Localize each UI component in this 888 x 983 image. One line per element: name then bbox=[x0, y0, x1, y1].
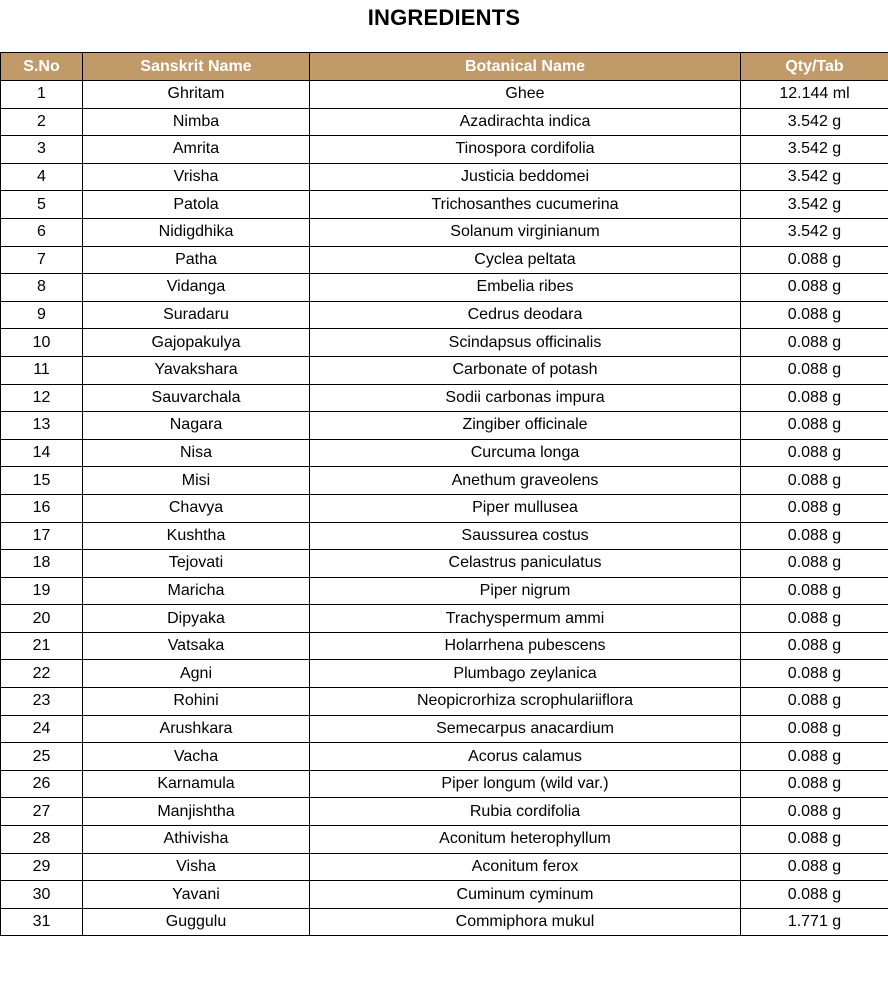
cell-botanical-name: Saussurea costus bbox=[310, 522, 741, 550]
cell-botanical-name: Ghee bbox=[310, 81, 741, 109]
cell-botanical-name: Trichosanthes cucumerina bbox=[310, 191, 741, 219]
cell-botanical-name: Piper longum (wild var.) bbox=[310, 770, 741, 798]
table-body bbox=[1, 81, 888, 936]
cell-sanskrit-name: Visha bbox=[83, 853, 310, 881]
table-row bbox=[1, 329, 888, 357]
cell-qty-per-tab: 0.088 g bbox=[741, 467, 888, 495]
cell-sno: 1 bbox=[1, 81, 83, 109]
cell-qty-per-tab: 0.088 g bbox=[741, 632, 888, 660]
cell-botanical-name: Tinospora cordifolia bbox=[310, 136, 741, 164]
cell-botanical-name: Neopicrorhiza scrophulariiflora bbox=[310, 688, 741, 716]
table-header bbox=[1, 53, 888, 81]
cell-sno: 10 bbox=[1, 329, 83, 357]
cell-sanskrit-name: Patola bbox=[83, 191, 310, 219]
cell-sanskrit-name: Maricha bbox=[83, 577, 310, 605]
cell-botanical-name: Trachyspermum ammi bbox=[310, 605, 741, 633]
cell-qty-per-tab: 0.088 g bbox=[741, 494, 888, 522]
table-row bbox=[1, 467, 888, 495]
cell-qty-per-tab: 0.088 g bbox=[741, 301, 888, 329]
table-row bbox=[1, 81, 888, 109]
table-row bbox=[1, 550, 888, 578]
cell-sno: 18 bbox=[1, 550, 83, 578]
cell-sno: 6 bbox=[1, 218, 83, 246]
cell-sno: 26 bbox=[1, 770, 83, 798]
cell-sanskrit-name: Tejovati bbox=[83, 550, 310, 578]
cell-sno: 25 bbox=[1, 743, 83, 771]
cell-botanical-name: Cedrus deodara bbox=[310, 301, 741, 329]
table-row bbox=[1, 632, 888, 660]
cell-sno: 5 bbox=[1, 191, 83, 219]
cell-sno: 27 bbox=[1, 798, 83, 826]
cell-sanskrit-name: Suradaru bbox=[83, 301, 310, 329]
cell-botanical-name: Scindapsus officinalis bbox=[310, 329, 741, 357]
cell-botanical-name: Piper mullusea bbox=[310, 494, 741, 522]
cell-sno: 20 bbox=[1, 605, 83, 633]
cell-qty-per-tab: 0.088 g bbox=[741, 439, 888, 467]
cell-qty-per-tab: 0.088 g bbox=[741, 743, 888, 771]
table-row bbox=[1, 881, 888, 909]
cell-botanical-name: Zingiber officinale bbox=[310, 412, 741, 440]
cell-sanskrit-name: Ghritam bbox=[83, 81, 310, 109]
cell-botanical-name: Semecarpus anacardium bbox=[310, 715, 741, 743]
table-row bbox=[1, 246, 888, 274]
cell-botanical-name: Celastrus paniculatus bbox=[310, 550, 741, 578]
cell-qty-per-tab: 3.542 g bbox=[741, 108, 888, 136]
table-row bbox=[1, 439, 888, 467]
cell-sno: 15 bbox=[1, 467, 83, 495]
cell-sno: 14 bbox=[1, 439, 83, 467]
cell-botanical-name: Piper nigrum bbox=[310, 577, 741, 605]
cell-qty-per-tab: 0.088 g bbox=[741, 274, 888, 302]
table-row bbox=[1, 356, 888, 384]
cell-qty-per-tab: 0.088 g bbox=[741, 660, 888, 688]
cell-botanical-name: Sodii carbonas impura bbox=[310, 384, 741, 412]
cell-sno: 12 bbox=[1, 384, 83, 412]
cell-botanical-name: Cuminum cyminum bbox=[310, 881, 741, 909]
cell-sanskrit-name: Yavani bbox=[83, 881, 310, 909]
cell-sanskrit-name: Dipyaka bbox=[83, 605, 310, 633]
table-row bbox=[1, 688, 888, 716]
cell-sanskrit-name: Yavakshara bbox=[83, 356, 310, 384]
cell-qty-per-tab: 3.542 g bbox=[741, 136, 888, 164]
cell-botanical-name: Acorus calamus bbox=[310, 743, 741, 771]
column-header-botanical-name: Botanical Name bbox=[310, 53, 741, 81]
cell-sanskrit-name: Amrita bbox=[83, 136, 310, 164]
cell-sanskrit-name: Arushkara bbox=[83, 715, 310, 743]
table-row bbox=[1, 577, 888, 605]
table-row bbox=[1, 163, 888, 191]
table-header-row bbox=[1, 53, 888, 81]
column-header-sanskrit-name: Sanskrit Name bbox=[83, 53, 310, 81]
cell-qty-per-tab: 0.088 g bbox=[741, 412, 888, 440]
cell-qty-per-tab: 0.088 g bbox=[741, 356, 888, 384]
cell-botanical-name: Aconitum ferox bbox=[310, 853, 741, 881]
cell-sanskrit-name: Vidanga bbox=[83, 274, 310, 302]
cell-sno: 9 bbox=[1, 301, 83, 329]
cell-sno: 24 bbox=[1, 715, 83, 743]
cell-qty-per-tab: 0.088 g bbox=[741, 577, 888, 605]
cell-sno: 13 bbox=[1, 412, 83, 440]
cell-sno: 4 bbox=[1, 163, 83, 191]
cell-sanskrit-name: Nisa bbox=[83, 439, 310, 467]
cell-sanskrit-name: Chavya bbox=[83, 494, 310, 522]
cell-qty-per-tab: 0.088 g bbox=[741, 384, 888, 412]
table-row bbox=[1, 494, 888, 522]
table-row bbox=[1, 218, 888, 246]
cell-sno: 17 bbox=[1, 522, 83, 550]
cell-sanskrit-name: Gajopakulya bbox=[83, 329, 310, 357]
cell-sanskrit-name: Nagara bbox=[83, 412, 310, 440]
table-row bbox=[1, 274, 888, 302]
cell-sno: 7 bbox=[1, 246, 83, 274]
cell-sno: 21 bbox=[1, 632, 83, 660]
cell-sanskrit-name: Vacha bbox=[83, 743, 310, 771]
cell-sno: 30 bbox=[1, 881, 83, 909]
ingredients-table bbox=[0, 52, 888, 936]
cell-botanical-name: Cyclea peltata bbox=[310, 246, 741, 274]
cell-botanical-name: Commiphora mukul bbox=[310, 908, 741, 936]
cell-qty-per-tab: 0.088 g bbox=[741, 550, 888, 578]
cell-sno: 31 bbox=[1, 908, 83, 936]
cell-botanical-name: Holarrhena pubescens bbox=[310, 632, 741, 660]
cell-sanskrit-name: Vatsaka bbox=[83, 632, 310, 660]
cell-qty-per-tab: 0.088 g bbox=[741, 715, 888, 743]
table-row bbox=[1, 798, 888, 826]
table-row bbox=[1, 108, 888, 136]
cell-qty-per-tab: 0.088 g bbox=[741, 798, 888, 826]
cell-sno: 29 bbox=[1, 853, 83, 881]
table-row bbox=[1, 605, 888, 633]
cell-qty-per-tab: 0.088 g bbox=[741, 329, 888, 357]
cell-qty-per-tab: 0.088 g bbox=[741, 853, 888, 881]
page-title: INGREDIENTS bbox=[367, 5, 521, 30]
cell-qty-per-tab: 3.542 g bbox=[741, 191, 888, 219]
cell-qty-per-tab: 0.088 g bbox=[741, 881, 888, 909]
cell-qty-per-tab: 0.088 g bbox=[741, 246, 888, 274]
cell-sno: 11 bbox=[1, 356, 83, 384]
table-row bbox=[1, 826, 888, 854]
cell-sanskrit-name: Manjishtha bbox=[83, 798, 310, 826]
cell-sanskrit-name: Agni bbox=[83, 660, 310, 688]
cell-sanskrit-name: Patha bbox=[83, 246, 310, 274]
cell-botanical-name: Justicia beddomei bbox=[310, 163, 741, 191]
cell-sanskrit-name: Karnamula bbox=[83, 770, 310, 798]
cell-botanical-name: Plumbago zeylanica bbox=[310, 660, 741, 688]
cell-qty-per-tab: 12.144 ml bbox=[741, 81, 888, 109]
cell-sno: 22 bbox=[1, 660, 83, 688]
cell-sanskrit-name: Athivisha bbox=[83, 826, 310, 854]
cell-sanskrit-name: Nimba bbox=[83, 108, 310, 136]
table-row bbox=[1, 660, 888, 688]
table-row bbox=[1, 743, 888, 771]
column-header-qty-per-tab: Qty/Tab bbox=[741, 53, 888, 81]
table-row bbox=[1, 412, 888, 440]
table-row bbox=[1, 908, 888, 936]
cell-sanskrit-name: Guggulu bbox=[83, 908, 310, 936]
table-row bbox=[1, 522, 888, 550]
cell-sanskrit-name: Sauvarchala bbox=[83, 384, 310, 412]
cell-sno: 8 bbox=[1, 274, 83, 302]
cell-qty-per-tab: 3.542 g bbox=[741, 163, 888, 191]
cell-botanical-name: Solanum virginianum bbox=[310, 218, 741, 246]
table-row bbox=[1, 770, 888, 798]
cell-sno: 23 bbox=[1, 688, 83, 716]
cell-botanical-name: Embelia ribes bbox=[310, 274, 741, 302]
cell-botanical-name: Anethum graveolens bbox=[310, 467, 741, 495]
cell-qty-per-tab: 1.771 g bbox=[741, 908, 888, 936]
cell-sanskrit-name: Nidigdhika bbox=[83, 218, 310, 246]
table-row bbox=[1, 715, 888, 743]
cell-qty-per-tab: 0.088 g bbox=[741, 826, 888, 854]
cell-qty-per-tab: 0.088 g bbox=[741, 688, 888, 716]
table-row bbox=[1, 136, 888, 164]
cell-qty-per-tab: 0.088 g bbox=[741, 605, 888, 633]
cell-sno: 28 bbox=[1, 826, 83, 854]
cell-qty-per-tab: 3.542 g bbox=[741, 218, 888, 246]
cell-qty-per-tab: 0.088 g bbox=[741, 770, 888, 798]
cell-sno: 19 bbox=[1, 577, 83, 605]
cell-sno: 16 bbox=[1, 494, 83, 522]
table-row bbox=[1, 384, 888, 412]
cell-botanical-name: Rubia cordifolia bbox=[310, 798, 741, 826]
table-row bbox=[1, 301, 888, 329]
table-row bbox=[1, 191, 888, 219]
table-row bbox=[1, 853, 888, 881]
cell-botanical-name: Aconitum heterophyllum bbox=[310, 826, 741, 854]
cell-sno: 2 bbox=[1, 108, 83, 136]
cell-botanical-name: Azadirachta indica bbox=[310, 108, 741, 136]
column-header-sno: S.No bbox=[1, 53, 83, 81]
cell-botanical-name: Carbonate of potash bbox=[310, 356, 741, 384]
cell-botanical-name: Curcuma longa bbox=[310, 439, 741, 467]
cell-sanskrit-name: Kushtha bbox=[83, 522, 310, 550]
cell-sanskrit-name: Misi bbox=[83, 467, 310, 495]
cell-sanskrit-name: Vrisha bbox=[83, 163, 310, 191]
cell-qty-per-tab: 0.088 g bbox=[741, 522, 888, 550]
cell-sno: 3 bbox=[1, 136, 83, 164]
cell-sanskrit-name: Rohini bbox=[83, 688, 310, 716]
